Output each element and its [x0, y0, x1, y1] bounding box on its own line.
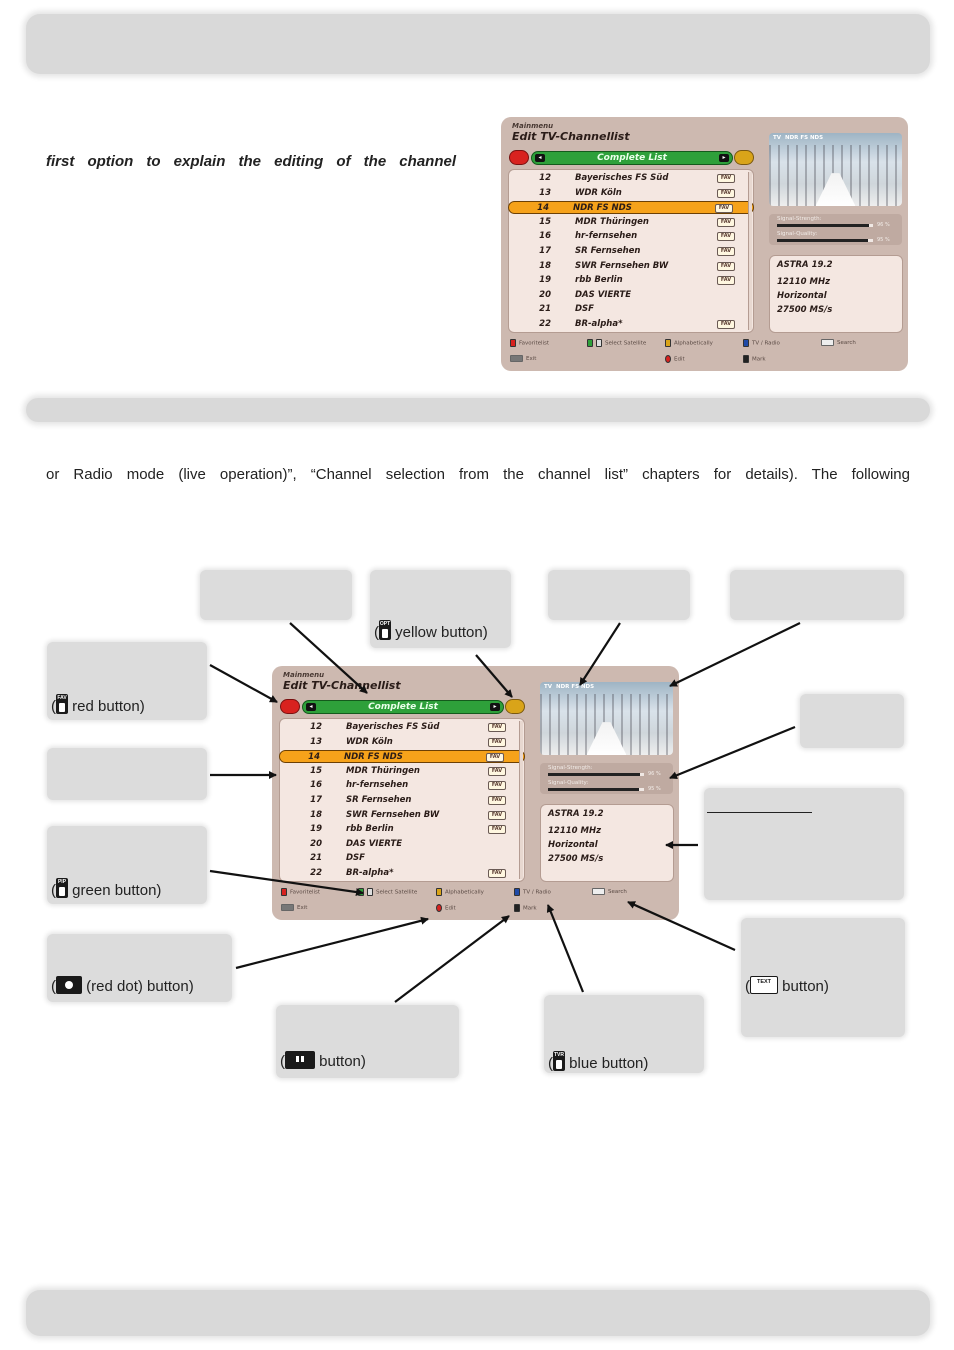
arrow-red: [210, 665, 277, 702]
callout-box-7: [47, 748, 207, 800]
footer-mark[interactable]: Mark: [743, 355, 766, 363]
channel-name: Bayerisches FS Süd: [575, 173, 669, 183]
channel-number: 13: [310, 736, 322, 747]
callout-box-6: [800, 694, 904, 748]
paragraph-text: or Radio mode (live operation)”, “Channel selection from the channel list” chapters for details). The following: [46, 466, 910, 483]
footer-alphabetically[interactable]: Alphabetically: [436, 888, 484, 896]
channel-row[interactable]: [508, 201, 754, 214]
signal-quality-label: Signal-Quality:: [548, 780, 589, 786]
yellow-button-label: yellow button): [395, 624, 488, 641]
channel-list: [508, 169, 754, 333]
signal-quality-bar: [777, 239, 873, 242]
info-polarization: Horizontal: [548, 840, 598, 850]
preview-image: [769, 133, 902, 206]
fav-tag-icon: FAV: [717, 218, 735, 227]
signal-strength-label: Signal-Strength:: [548, 765, 593, 771]
fav-tag-icon: FAV: [717, 174, 735, 183]
channel-number: 21: [310, 853, 322, 864]
channel-row[interactable]: [279, 750, 525, 763]
signal-strength-label: Signal-Strength:: [777, 216, 822, 222]
callout-box-4: [730, 570, 904, 620]
callout-pause: ( button): [276, 1005, 459, 1078]
channel-name: DAS VIERTE: [575, 289, 632, 300]
fav-tag-icon: FAV: [488, 781, 506, 790]
channel-name: DAS VIERTE: [346, 838, 403, 849]
fav-tag-icon: FAV: [717, 247, 735, 256]
yellow-button[interactable]: [505, 699, 525, 714]
channel-row[interactable]: [511, 289, 751, 302]
channel-row[interactable]: [511, 187, 751, 200]
channel-number: 17: [539, 246, 551, 256]
footer-mark[interactable]: Mark: [514, 904, 537, 912]
callout-red: ( FAV red button): [47, 642, 207, 720]
channel-name: SWR Fernsehen BW: [346, 809, 440, 820]
callout-text: ( TEXT button): [741, 918, 905, 1037]
footer-select-satellite[interactable]: Select Satellite: [587, 339, 646, 347]
red-dot-button-label: (red dot) button): [86, 978, 194, 995]
footer-select-satellite[interactable]: Select Satellite: [358, 888, 417, 896]
channel-number: 20: [310, 838, 322, 849]
channel-row[interactable]: [282, 779, 522, 792]
channel-number: 12: [310, 722, 322, 732]
channel-number: 14: [537, 203, 549, 214]
signal-quality-value: 95 %: [648, 786, 661, 792]
channel-row[interactable]: [511, 216, 751, 229]
channel-number: 17: [310, 795, 322, 805]
list-selector-bar[interactable]: [531, 151, 733, 165]
callout-red-dot: ( (red dot) button): [47, 934, 232, 1002]
preview-tv-tag: TV: [544, 684, 553, 690]
signal-box: [769, 214, 902, 245]
scrollbar[interactable]: [519, 721, 523, 879]
channel-row[interactable]: [511, 274, 751, 287]
preview-image: [540, 682, 673, 755]
text-key-icon: TEXT: [750, 976, 778, 994]
channel-row[interactable]: [282, 794, 522, 807]
channel-row[interactable]: [511, 230, 751, 243]
pause-button-label: button): [319, 1053, 366, 1070]
signal-strength-bar: [548, 773, 644, 776]
fav-tag-icon: FAV: [488, 869, 506, 878]
fav-tag-icon: FAV: [717, 320, 735, 329]
nav-right-icon: ▸: [490, 703, 500, 711]
footer-search[interactable]: Search: [592, 888, 627, 895]
arrow-preview: [670, 623, 800, 686]
pause-key-icon: [285, 1051, 315, 1069]
channel-number: 15: [539, 216, 551, 227]
channel-row[interactable]: [511, 318, 751, 331]
preview-channel-name: NDR FS NDS: [785, 135, 824, 141]
red-button[interactable]: [280, 699, 300, 714]
channel-name: NDR FS NDS: [573, 203, 632, 214]
section-header-bar: [26, 398, 930, 422]
info-frequency: 12110 MHz: [777, 277, 831, 287]
channel-number: 16: [310, 780, 322, 791]
channel-row[interactable]: [282, 838, 522, 851]
channel-name: NDR FS NDS: [344, 752, 403, 763]
channel-row[interactable]: [511, 245, 751, 258]
channel-number: 18: [310, 809, 322, 820]
channel-number: 20: [539, 289, 551, 300]
signal-quality-value: 95 %: [877, 237, 890, 243]
pip-key-icon: PIP: [56, 878, 68, 898]
footer-favoritelist[interactable]: Favoritelist: [510, 339, 549, 347]
channel-number: 15: [310, 765, 322, 776]
channel-name: Bayerisches FS Süd: [346, 722, 440, 732]
channel-name: MDR Thüringen: [346, 765, 420, 776]
footer-exit[interactable]: Exit: [281, 904, 307, 911]
osd-title: Edit TV-Channellist: [512, 130, 630, 143]
fav-tag-icon: FAV: [488, 738, 506, 747]
list-name: Complete List: [597, 153, 667, 163]
channel-name: SR Fernsehen: [346, 795, 412, 805]
channel-name: WDR Köln: [575, 187, 622, 198]
channel-name: rbb Berlin: [346, 824, 394, 835]
channel-row[interactable]: [282, 765, 522, 778]
footer-search[interactable]: Search: [821, 339, 856, 346]
channel-number: 16: [539, 231, 551, 242]
channel-row[interactable]: [282, 852, 522, 865]
channel-row[interactable]: [511, 303, 751, 316]
channel-number: 19: [539, 275, 551, 286]
channel-number: 18: [539, 260, 551, 271]
arrow-edit: [236, 919, 428, 968]
info-polarization: Horizontal: [777, 291, 827, 301]
text-button-label: button): [782, 978, 829, 995]
channel-row[interactable]: [511, 260, 751, 273]
signal-quality-label: Signal-Quality:: [777, 231, 818, 237]
info-satellite: ASTRA 19.2: [548, 809, 604, 819]
channel-number: 19: [310, 824, 322, 835]
preview-channel-name: NDR FS NDS: [556, 684, 595, 690]
channel-row[interactable]: [282, 721, 522, 734]
channel-name: BR-alpha*: [575, 319, 623, 329]
channel-name: DSF: [346, 853, 365, 864]
footer-alphabetically[interactable]: Alphabetically: [665, 339, 713, 347]
red-dot-key-icon: [56, 976, 82, 994]
footer-tv-radio[interactable]: TV / Radio: [514, 888, 551, 896]
channel-name: hr-fernsehen: [346, 780, 409, 791]
footer-tv-radio[interactable]: TV / Radio: [743, 339, 780, 347]
channel-row[interactable]: [282, 809, 522, 822]
arrow-signal: [670, 727, 795, 778]
fav-tag-icon: FAV: [715, 204, 733, 213]
arrow-mark: [395, 916, 509, 1002]
red-button[interactable]: [509, 150, 529, 165]
intro-text: first option to explain the editing of the channel: [46, 153, 456, 170]
fav-tag-icon: FAV: [488, 723, 506, 732]
channel-row[interactable]: [511, 172, 751, 185]
footer-favoritelist[interactable]: Favoritelist: [281, 888, 320, 896]
channel-row[interactable]: [282, 867, 522, 880]
info-symbolrate: 27500 MS/s: [777, 305, 833, 315]
channel-name: SR Fernsehen: [575, 246, 641, 256]
channel-number: 13: [539, 187, 551, 198]
callout-yellow: ( OPT yellow button): [370, 570, 511, 648]
callout-box-1: [200, 570, 352, 620]
channel-name: MDR Thüringen: [575, 216, 649, 227]
channel-name: rbb Berlin: [575, 275, 623, 286]
nav-right-icon: ▸: [719, 154, 729, 162]
footer-exit[interactable]: Exit: [510, 355, 536, 362]
nav-left-icon: ◂: [306, 703, 316, 711]
fav-tag-icon: FAV: [717, 276, 735, 285]
channel-list-screen-diagram: [272, 666, 679, 920]
callout-green: ( PIP green button): [47, 826, 207, 904]
transponder-info: [769, 255, 903, 333]
channel-name: BR-alpha*: [346, 868, 394, 878]
channel-name: hr-fernsehen: [575, 231, 638, 242]
fav-tag-icon: FAV: [486, 753, 504, 762]
top-header-bar: [26, 14, 930, 74]
channel-number: 22: [539, 319, 551, 329]
green-button-label: green button): [72, 882, 162, 899]
channel-name: DSF: [575, 304, 594, 315]
channel-list: [279, 718, 525, 882]
yellow-button[interactable]: [734, 150, 754, 165]
footer-bar: [26, 1290, 930, 1336]
channel-name: WDR Köln: [346, 736, 393, 747]
fav-tag-icon: FAV: [717, 262, 735, 271]
tvr-key-icon: TVR: [553, 1051, 565, 1071]
opt-key-icon: OPT: [379, 620, 391, 640]
channel-name: SWR Fernsehen BW: [575, 260, 669, 271]
channel-number: 14: [308, 752, 320, 763]
nav-left-icon: ◂: [535, 154, 545, 162]
fav-key-icon: FAV: [56, 694, 68, 714]
fav-tag-icon: FAV: [717, 189, 735, 198]
channel-row[interactable]: [282, 823, 522, 836]
callout-blue: ( TVR blue button): [544, 995, 704, 1073]
signal-strength-value: 96 %: [648, 771, 661, 777]
list-selector-bar[interactable]: [302, 700, 504, 714]
footer-edit[interactable]: Edit: [665, 355, 685, 363]
info-frequency: 12110 MHz: [548, 826, 602, 836]
channel-number: 21: [539, 304, 551, 315]
footer-edit[interactable]: Edit: [436, 904, 456, 912]
underline-rule: [707, 812, 812, 813]
channel-list-screen-top: [501, 117, 908, 371]
fav-tag-icon: FAV: [717, 232, 735, 241]
fav-tag-icon: FAV: [488, 825, 506, 834]
list-name: Complete List: [368, 702, 438, 712]
signal-strength-value: 96 %: [877, 222, 890, 228]
signal-box: [540, 763, 673, 794]
osd-mainmenu-label: Mainmenu: [283, 671, 325, 679]
osd-mainmenu-label: Mainmenu: [512, 122, 554, 130]
scrollbar[interactable]: [748, 172, 752, 330]
blue-button-label: blue button): [569, 1055, 649, 1072]
channel-number: 22: [310, 868, 322, 878]
signal-strength-bar: [777, 224, 873, 227]
fav-tag-icon: FAV: [488, 811, 506, 820]
preview-tv-tag: TV: [773, 135, 782, 141]
fav-tag-icon: FAV: [488, 796, 506, 805]
callout-box-3: [548, 570, 690, 620]
fav-tag-icon: FAV: [488, 767, 506, 776]
callout-box-8: [704, 788, 904, 900]
signal-quality-bar: [548, 788, 644, 791]
info-satellite: ASTRA 19.2: [777, 260, 833, 270]
red-button-label: red button): [72, 698, 145, 715]
info-symbolrate: 27500 MS/s: [548, 854, 604, 864]
channel-row[interactable]: [282, 736, 522, 749]
transponder-info: [540, 804, 674, 882]
channel-number: 12: [539, 173, 551, 183]
osd-title: Edit TV-Channellist: [283, 679, 401, 692]
